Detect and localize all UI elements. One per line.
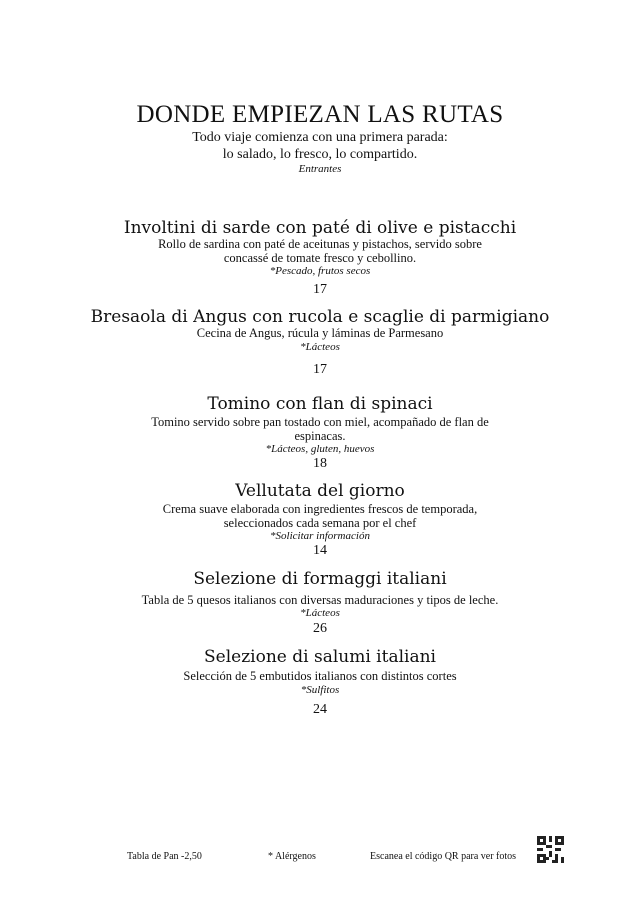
dish-description: Crema suave elaborada con ingredientes frescos de temporada, (162, 502, 478, 516)
bread-note: Tabla de Pan -2,50 (127, 851, 202, 862)
dish-price: 18 (313, 456, 327, 471)
dish-allergens: *Lácteos, gluten, huevos (265, 443, 375, 455)
dish-price: 14 (313, 543, 327, 558)
qr-note: Escanea el código QR para ver fotos (370, 851, 517, 862)
dish-description: Rollo de sardina con paté de aceitunas y pistachos, servido sobre (158, 237, 482, 251)
dish-allergens: *Lácteos (300, 607, 340, 619)
dish-description: concassé de tomate fresco y cebollino. (223, 251, 417, 265)
subtitle-line: Todo viaje comienza con una primera parada: (192, 130, 448, 145)
dish-allergens: *Solicitar información (270, 530, 370, 542)
dish-name: Selezione di salumi italiani (204, 647, 436, 667)
subtitle-line: lo salado, lo fresco, lo compartido. (222, 147, 418, 162)
dish-description: Selección de 5 embutidos italianos con distintos cortes (183, 669, 457, 683)
dish-name: Tomino con flan di spinaci (207, 394, 433, 414)
dish-description: Tabla de 5 quesos italianos con diversas maduraciones y tipos de leche. (141, 593, 499, 607)
dish-name: Selezione di formaggi italiani (193, 569, 447, 589)
dish-description: espinacas. (294, 429, 346, 443)
allergens-note: * Alérgenos (268, 851, 316, 862)
dish-description: seleccionados cada semana por el chef (223, 516, 417, 530)
dish-name: Vellutata del giorno (235, 481, 405, 501)
dish-description: Cecina de Angus, rúcula y láminas de Parmesano (196, 326, 444, 340)
dish-name: Involtini di sarde con paté di olive e pistacchi (123, 218, 517, 238)
dish-price: 24 (313, 702, 327, 717)
dish-description: Tomino servido sobre pan tostado con miel, acompañado de flan de (151, 415, 489, 429)
dish-allergens: *Lácteos (300, 341, 340, 353)
dish-price: 17 (313, 282, 327, 297)
section-label: Entrantes (298, 163, 342, 175)
dish-allergens: *Sulfitos (300, 684, 340, 696)
page-title: DONDE EMPIEZAN LAS RUTAS (136, 101, 504, 128)
dish-price: 17 (313, 362, 327, 377)
dish-name: Bresaola di Angus con rucola e scaglie di parmigiano (90, 307, 550, 327)
qr-code-icon[interactable] (537, 836, 564, 863)
dish-allergens: *Pescado, frutos secos (269, 265, 371, 277)
dish-price: 26 (313, 621, 327, 636)
